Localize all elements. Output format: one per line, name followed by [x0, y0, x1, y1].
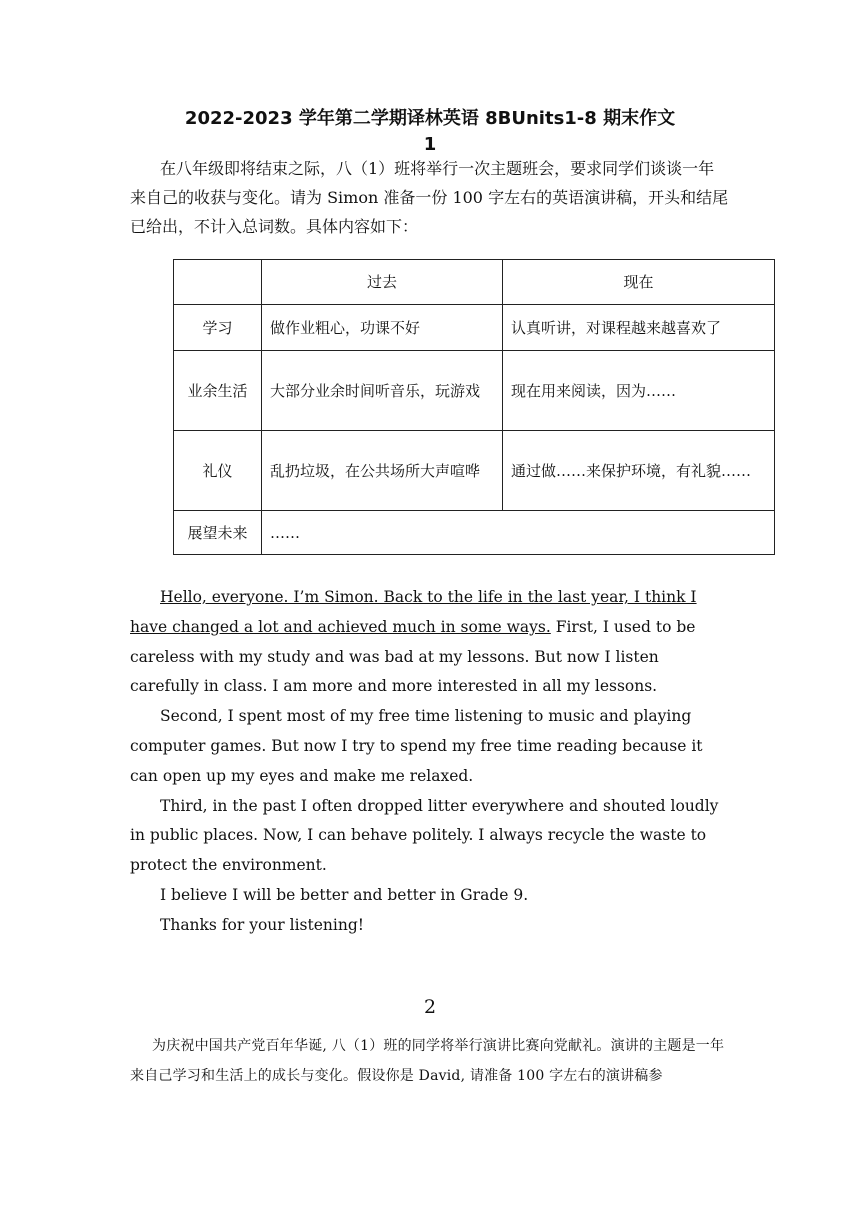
essay-paragraph-2: Second, I spent most of my free time listening to music and playing computer games. But now I try to spend my free time reading because it can open up my eyes and make me relaxed. — [130, 707, 703, 785]
table-row — [174, 511, 775, 555]
row-label-manners: 礼仪 — [174, 431, 262, 511]
table-header-empty — [174, 260, 262, 305]
row-future-content: …… — [262, 511, 775, 555]
row-now-manners: 通过做……来保护环境，有礼貌…… — [503, 431, 775, 511]
essay-paragraph-3: Third, in the past I often dropped litter everywhere and shouted loudly in public places. Now, I can behave politely. I always recycle the waste to protect the environment. — [130, 796, 719, 875]
essay-given-opening: Hello, everyone. I’m Simon. Back to the life in the last year, I think I have changed a lot and achieved much in some ways. — [130, 588, 697, 636]
row-label-free-time: 业余生活 — [174, 351, 262, 431]
table-row — [174, 431, 775, 511]
table-row — [174, 351, 775, 431]
row-label-future: 展望未来 — [174, 511, 262, 555]
table-header-past: 过去 — [262, 260, 503, 305]
row-label-study: 学习 — [174, 305, 262, 351]
essay-paragraph-1 — [130, 583, 730, 702]
row-past-manners: 乱扔垃圾，在公共场所大声喧哗 — [262, 431, 503, 511]
section-2-intro: 为庆祝中国共产党百年华诞, 八（1）班的同学将举行演讲比赛向党献礼。演讲的主题是一年来自己学习和生活上的成长与变化。假设你是 David, 请准备 100 字左右的演讲稿参 — [130, 1038, 725, 1084]
section-1-number: 1 — [423, 134, 437, 155]
title-text: 2022-2023 学年第二学期译林英语 8BUnits1-8 期末作文 — [184, 108, 676, 129]
table-header-row — [174, 260, 775, 305]
table-header-now: 现在 — [503, 260, 775, 305]
task-intro: 在八年级即将结束之际，八（1）班将举行一次主题班会，要求同学们谈谈一年来自己的收获与变化。请为 Simon 准备一份 100 字左右的英语演讲稿，开头和结尾已给出，不计入总词数。具体内容如下： — [130, 159, 729, 236]
row-now-free-time: 现在用来阅读，因为…… — [503, 351, 775, 431]
essay-p1-body: First, I used to be careless with my study and was bad at my lessons. But now I listen carefully in class. I am more and more interested in all my lessons. — [130, 617, 696, 696]
essay-paragraph-4: I believe I will be better and better in Grade 9. — [160, 885, 529, 904]
page-title — [120, 106, 740, 158]
task-table — [173, 259, 775, 555]
essay-paragraph-5: Thanks for your listening! — [160, 915, 364, 934]
row-past-free-time: 大部分业余时间听音乐，玩游戏 — [262, 351, 503, 431]
row-now-study: 认真听讲，对课程越来越喜欢了 — [503, 305, 775, 351]
section-2-number: 2 — [423, 996, 437, 1018]
table-row — [174, 305, 775, 351]
row-past-study: 做作业粗心，功课不好 — [262, 305, 503, 351]
model-essay — [130, 583, 730, 941]
